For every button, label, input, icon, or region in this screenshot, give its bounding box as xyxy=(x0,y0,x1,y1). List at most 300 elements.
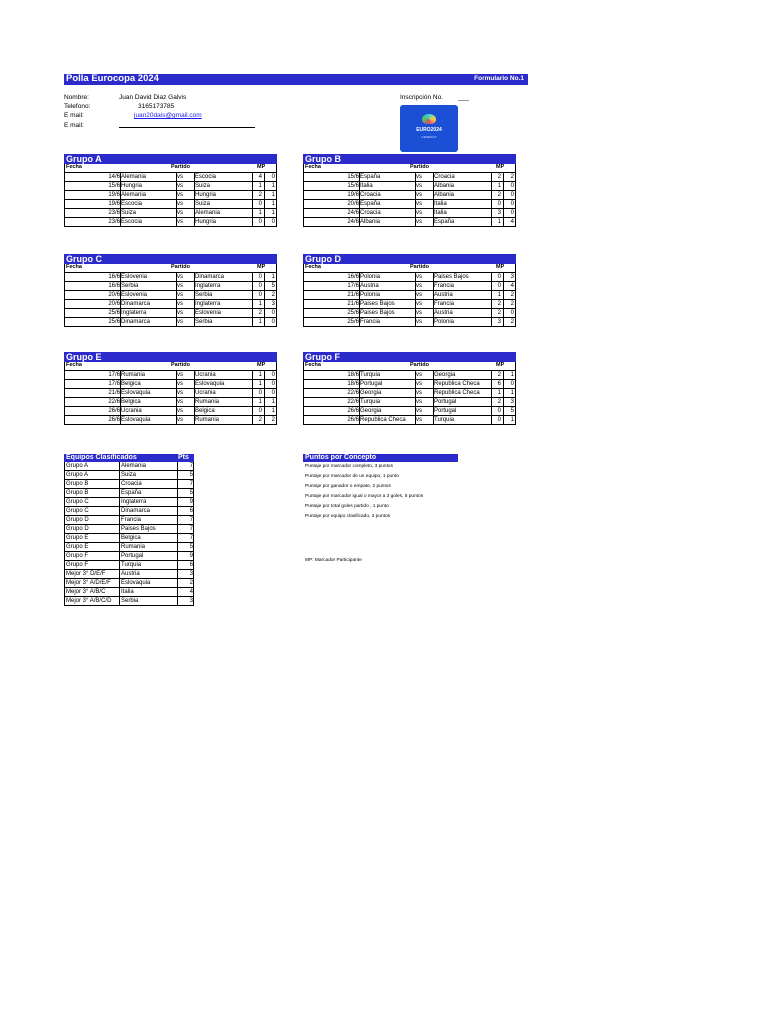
group-c-table xyxy=(64,254,277,327)
match-date: 19/6 xyxy=(108,201,120,207)
cell-divider xyxy=(359,389,360,397)
form-title-bar xyxy=(64,74,528,85)
away-team: Italia xyxy=(434,210,447,216)
cell-divider xyxy=(491,416,492,424)
home-team: Italia xyxy=(360,183,373,189)
header-partido: Partido xyxy=(171,362,190,368)
cell-divider xyxy=(503,407,504,415)
home-team: Eslovaquia xyxy=(121,390,151,396)
match-date: 20/6 xyxy=(347,201,359,207)
score-away: 1 xyxy=(271,399,275,405)
qualified-group: Grupo A xyxy=(66,472,89,478)
qualified-row xyxy=(64,507,194,516)
column-header-row xyxy=(303,264,516,273)
home-team: Polonia xyxy=(360,274,381,280)
cell-divider xyxy=(491,182,492,190)
match-row xyxy=(64,371,277,380)
qualified-pts: 7 xyxy=(189,481,193,487)
match-row xyxy=(64,182,277,191)
cell-divider xyxy=(491,318,492,326)
cell-divider xyxy=(415,398,416,406)
cell-divider xyxy=(491,300,492,308)
away-team: Republica Checa xyxy=(434,381,480,387)
score-away: 5 xyxy=(510,408,514,414)
cell-divider xyxy=(252,398,253,406)
cell-divider xyxy=(194,398,195,406)
form-title: Polla Eurocopa 2024 xyxy=(66,73,159,84)
qualified-group: Grupo D xyxy=(66,517,89,523)
qualified-pts: 4 xyxy=(189,589,193,595)
away-team: Hungria xyxy=(195,219,217,225)
away-team: Croacia xyxy=(434,174,455,180)
score-away: 5 xyxy=(271,283,275,289)
home-team: Serbia xyxy=(121,283,139,289)
vs-label: vs xyxy=(177,319,183,325)
cell-divider xyxy=(491,389,492,397)
cell-divider xyxy=(119,471,120,479)
vs-label: vs xyxy=(177,274,183,280)
home-team: Alemania xyxy=(121,174,147,180)
qualified-team: España xyxy=(121,490,142,496)
cell-divider xyxy=(433,309,434,317)
cell-divider xyxy=(415,380,416,388)
cell-divider xyxy=(252,173,253,181)
score-away: 4 xyxy=(510,219,514,225)
score-away: 0 xyxy=(510,183,514,189)
vs-label: vs xyxy=(416,201,422,207)
home-team: Georgia xyxy=(360,408,382,414)
score-away: 0 xyxy=(510,210,514,216)
qualified-team: Belgica xyxy=(121,535,141,541)
cell-divider xyxy=(359,209,360,217)
match-date: 16/6 xyxy=(347,274,359,280)
group-title: Grupo D xyxy=(303,254,516,264)
score-away: 4 xyxy=(510,283,514,289)
away-team: Eslovenia xyxy=(195,310,222,316)
match-row xyxy=(303,173,516,182)
qualified-row xyxy=(64,516,194,525)
cell-divider xyxy=(194,380,195,388)
qualified-row xyxy=(64,534,194,543)
qualified-pts: 7 xyxy=(189,526,193,532)
match-date: 21/6 xyxy=(108,390,120,396)
vs-label: vs xyxy=(177,192,183,198)
cell-divider xyxy=(120,291,121,299)
participant-email-label: E mail: xyxy=(64,112,84,119)
score-home: 0 xyxy=(497,283,501,289)
cell-divider xyxy=(503,282,504,290)
score-away: 0 xyxy=(510,192,514,198)
cell-divider xyxy=(194,182,195,190)
cell-divider xyxy=(503,191,504,199)
group-d-table xyxy=(303,254,516,327)
cell-divider xyxy=(433,416,434,424)
away-team: Francia xyxy=(434,283,455,289)
qualified-teams-table xyxy=(64,454,194,606)
cell-divider xyxy=(264,300,265,308)
cell-divider xyxy=(264,371,265,379)
points-rule: Puntaje por total goles partido , 1 punto xyxy=(305,504,389,509)
cell-divider xyxy=(119,516,120,524)
vs-label: vs xyxy=(416,192,422,198)
match-date: 21/6 xyxy=(347,292,359,298)
cell-divider xyxy=(503,173,504,181)
header-mp: MP xyxy=(257,164,266,170)
qualified-team: Suiza xyxy=(121,472,137,478)
cell-divider xyxy=(252,389,253,397)
cell-divider xyxy=(176,389,177,397)
qualified-row xyxy=(64,525,194,534)
cell-divider xyxy=(415,371,416,379)
match-date: 24/6 xyxy=(347,219,359,225)
cell-divider xyxy=(194,173,195,181)
qualified-group: Grupo B xyxy=(66,481,89,487)
cell-divider xyxy=(176,191,177,199)
header-mp: MP xyxy=(496,362,505,368)
vs-label: vs xyxy=(177,174,183,180)
qualified-pts: 3 xyxy=(189,571,193,577)
vs-label: vs xyxy=(416,283,422,289)
cell-divider xyxy=(252,200,253,208)
cell-divider xyxy=(433,200,434,208)
match-date: 23/6 xyxy=(108,219,120,225)
vs-label: vs xyxy=(416,417,422,423)
match-date: 22/6 xyxy=(108,399,120,405)
score-home: 1 xyxy=(497,292,501,298)
cell-divider xyxy=(176,416,177,424)
group-b-table xyxy=(303,154,516,227)
cell-divider xyxy=(264,209,265,217)
vs-label: vs xyxy=(177,201,183,207)
home-team: España xyxy=(360,201,381,207)
cell-divider xyxy=(119,525,120,533)
cell-divider xyxy=(491,218,492,226)
cell-divider xyxy=(415,282,416,290)
score-home: 1 xyxy=(258,381,262,387)
score-home: 3 xyxy=(497,210,501,216)
score-away: 2 xyxy=(271,292,275,298)
cell-divider xyxy=(491,371,492,379)
qualified-title: Equipos Clasificados xyxy=(66,454,137,461)
score-away: 2 xyxy=(510,292,514,298)
cell-divider xyxy=(264,218,265,226)
match-row xyxy=(303,182,516,191)
score-away: 0 xyxy=(271,381,275,387)
email2-underline xyxy=(119,127,255,128)
cell-divider xyxy=(415,407,416,415)
match-row xyxy=(303,398,516,407)
cell-divider xyxy=(503,273,504,281)
qualified-team: Inglaterra xyxy=(121,499,147,505)
cell-divider xyxy=(177,462,178,470)
match-row xyxy=(303,416,516,425)
cell-divider xyxy=(264,273,265,281)
header-mp: MP xyxy=(496,164,505,170)
match-row xyxy=(303,209,516,218)
score-away: 0 xyxy=(510,201,514,207)
cell-divider xyxy=(491,309,492,317)
cell-divider xyxy=(177,525,178,533)
match-row xyxy=(64,291,277,300)
cell-divider xyxy=(264,398,265,406)
cell-divider xyxy=(119,498,120,506)
cell-divider xyxy=(194,309,195,317)
cell-divider xyxy=(264,318,265,326)
cell-divider xyxy=(415,416,416,424)
match-date: 26/6 xyxy=(108,408,120,414)
mp-note: MP: Marcador Participante xyxy=(305,558,362,563)
cell-divider xyxy=(503,371,504,379)
score-home: 6 xyxy=(497,381,501,387)
qualified-row xyxy=(64,480,194,489)
home-team: Polonia xyxy=(360,292,381,298)
home-team: Austria xyxy=(360,283,379,289)
cell-divider xyxy=(433,318,434,326)
vs-label: vs xyxy=(177,390,183,396)
match-date: 16/6 xyxy=(108,274,120,280)
match-row xyxy=(64,389,277,398)
cell-divider xyxy=(120,182,121,190)
qualified-group: Mejor 3° A/B/C/D xyxy=(66,598,112,604)
qualified-team: Croacia xyxy=(121,481,142,487)
match-row xyxy=(64,300,277,309)
cell-divider xyxy=(252,407,253,415)
cell-divider xyxy=(359,416,360,424)
qualified-pts: 5 xyxy=(189,544,193,550)
home-team: Turquia xyxy=(360,372,381,378)
participant-name-label: Nombre: xyxy=(64,94,89,101)
match-date: 14/6 xyxy=(108,174,120,180)
cell-divider xyxy=(415,300,416,308)
qualified-pts: 7 xyxy=(189,517,193,523)
cell-divider xyxy=(252,300,253,308)
score-home: 2 xyxy=(497,310,501,316)
match-date: 15/6 xyxy=(347,183,359,189)
cell-divider xyxy=(415,291,416,299)
score-away: 0 xyxy=(271,174,275,180)
match-date: 26/6 xyxy=(347,417,359,423)
cell-divider xyxy=(433,291,434,299)
qualified-group: Grupo E xyxy=(66,544,89,550)
match-row xyxy=(64,398,277,407)
cell-divider xyxy=(252,282,253,290)
match-row xyxy=(303,389,516,398)
cell-divider xyxy=(119,561,120,569)
cell-divider xyxy=(491,273,492,281)
cell-divider xyxy=(359,407,360,415)
cell-divider xyxy=(415,182,416,190)
qualified-group: Grupo E xyxy=(66,535,89,541)
cell-divider xyxy=(415,309,416,317)
vs-label: vs xyxy=(177,183,183,189)
away-team: Escocia xyxy=(195,174,217,180)
match-row xyxy=(303,371,516,380)
cell-divider xyxy=(177,498,178,506)
cell-divider xyxy=(194,416,195,424)
qualified-group: Mejor 3° A/D/E/F xyxy=(66,580,111,586)
score-home: 2 xyxy=(258,310,262,316)
score-away: 0 xyxy=(271,372,275,378)
vs-label: vs xyxy=(177,219,183,225)
cell-divider xyxy=(491,200,492,208)
header-fecha: Fecha xyxy=(66,362,82,368)
away-team: Rumania xyxy=(195,399,220,405)
cell-divider xyxy=(264,407,265,415)
cell-divider xyxy=(120,300,121,308)
qualified-team: Alemania xyxy=(121,463,147,469)
participant-email-link[interactable]: juan20dais@gmail.com xyxy=(134,112,202,119)
qualified-team: Portugal xyxy=(121,553,144,559)
score-home: 0 xyxy=(258,408,262,414)
cell-divider xyxy=(119,570,120,578)
score-away: 2 xyxy=(510,174,514,180)
cell-divider xyxy=(119,543,120,551)
vs-label: vs xyxy=(177,408,183,414)
group-title: Grupo B xyxy=(303,154,516,164)
cell-divider xyxy=(194,318,195,326)
match-row xyxy=(64,309,277,318)
cell-divider xyxy=(491,282,492,290)
cell-divider xyxy=(433,371,434,379)
qualified-row xyxy=(64,498,194,507)
score-home: 2 xyxy=(497,399,501,405)
score-home: 1 xyxy=(497,390,501,396)
cell-divider xyxy=(176,209,177,217)
cell-divider xyxy=(252,218,253,226)
cell-divider xyxy=(433,407,434,415)
home-team: España xyxy=(360,174,381,180)
participant-phone-label: Telefono: xyxy=(64,103,91,110)
cell-divider xyxy=(491,380,492,388)
home-team: Turquia xyxy=(360,399,381,405)
match-date: 18/6 xyxy=(347,372,359,378)
header-fecha: Fecha xyxy=(305,362,321,368)
header-partido: Partido xyxy=(410,264,429,270)
cell-divider xyxy=(433,389,434,397)
home-team: Inglaterra xyxy=(121,310,147,316)
score-home: 0 xyxy=(497,201,501,207)
cell-divider xyxy=(120,282,121,290)
home-team: Belgica xyxy=(121,399,141,405)
form-number: Formulario No.1 xyxy=(474,75,524,82)
cell-divider xyxy=(252,416,253,424)
cell-divider xyxy=(415,209,416,217)
cell-divider xyxy=(264,389,265,397)
home-team: Georgia xyxy=(360,390,382,396)
cell-divider xyxy=(177,543,178,551)
cell-divider xyxy=(491,173,492,181)
score-home: 2 xyxy=(258,417,262,423)
cell-divider xyxy=(433,191,434,199)
vs-label: vs xyxy=(416,183,422,189)
cell-divider xyxy=(120,209,121,217)
qualified-header xyxy=(64,454,194,462)
match-row xyxy=(64,407,277,416)
vs-label: vs xyxy=(177,399,183,405)
home-team: Hungria xyxy=(121,183,143,189)
score-home: 0 xyxy=(258,390,262,396)
group-f-table xyxy=(303,352,516,425)
score-home: 0 xyxy=(258,274,262,280)
away-team: Portugal xyxy=(434,408,457,414)
qualified-group: Mejor 3° D/E/F xyxy=(66,571,106,577)
logo-text: EURO2024 xyxy=(416,127,442,133)
away-team: Serbia xyxy=(195,319,213,325)
cell-divider xyxy=(194,389,195,397)
score-home: 0 xyxy=(497,274,501,280)
home-team: Suiza xyxy=(121,210,137,216)
cell-divider xyxy=(120,380,121,388)
cell-divider xyxy=(503,416,504,424)
score-home: 1 xyxy=(258,319,262,325)
score-home: 1 xyxy=(258,183,262,189)
match-date: 26/6 xyxy=(108,417,120,423)
match-row xyxy=(303,291,516,300)
cell-divider xyxy=(359,282,360,290)
score-away: 2 xyxy=(510,319,514,325)
match-row xyxy=(303,218,516,227)
cell-divider xyxy=(252,209,253,217)
cell-divider xyxy=(194,209,195,217)
cell-divider xyxy=(264,173,265,181)
score-away: 1 xyxy=(271,274,275,280)
cell-divider xyxy=(433,273,434,281)
group-title: Grupo A xyxy=(64,154,277,164)
vs-label: vs xyxy=(416,372,422,378)
cell-divider xyxy=(252,318,253,326)
home-team: Escocia xyxy=(121,201,143,207)
vs-label: vs xyxy=(416,210,422,216)
vs-label: vs xyxy=(177,292,183,298)
cell-divider xyxy=(119,597,120,605)
cell-divider xyxy=(503,291,504,299)
vs-label: vs xyxy=(177,417,183,423)
score-away: 1 xyxy=(271,210,275,216)
match-row xyxy=(64,380,277,389)
cell-divider xyxy=(119,579,120,587)
away-team: Albania xyxy=(434,183,455,189)
qualified-group: Grupo F xyxy=(66,553,89,559)
match-date: 19/6 xyxy=(347,192,359,198)
match-row xyxy=(303,273,516,282)
qualified-pts: 6 xyxy=(189,508,193,514)
score-away: 1 xyxy=(271,192,275,198)
match-row xyxy=(64,173,277,182)
score-home: 2 xyxy=(497,174,501,180)
vs-label: vs xyxy=(416,319,422,325)
vs-label: vs xyxy=(416,219,422,225)
score-away: 0 xyxy=(271,319,275,325)
column-header-row xyxy=(64,164,277,173)
header-fecha: Fecha xyxy=(305,164,321,170)
away-team: Albania xyxy=(434,192,455,198)
away-team: Georgia xyxy=(434,372,456,378)
match-row xyxy=(303,318,516,327)
away-team: Inglaterra xyxy=(195,283,221,289)
away-team: Polonia xyxy=(434,319,455,325)
score-home: 0 xyxy=(258,219,262,225)
qualified-pts: 5 xyxy=(189,472,193,478)
cell-divider xyxy=(176,273,177,281)
vs-label: vs xyxy=(416,292,422,298)
cell-divider xyxy=(503,209,504,217)
cell-divider xyxy=(194,218,195,226)
away-team: Serbia xyxy=(195,292,213,298)
cell-divider xyxy=(503,218,504,226)
qualified-row xyxy=(64,588,194,597)
participant-phone: 3165173785 xyxy=(138,103,175,110)
away-team: Inglaterra xyxy=(195,301,221,307)
